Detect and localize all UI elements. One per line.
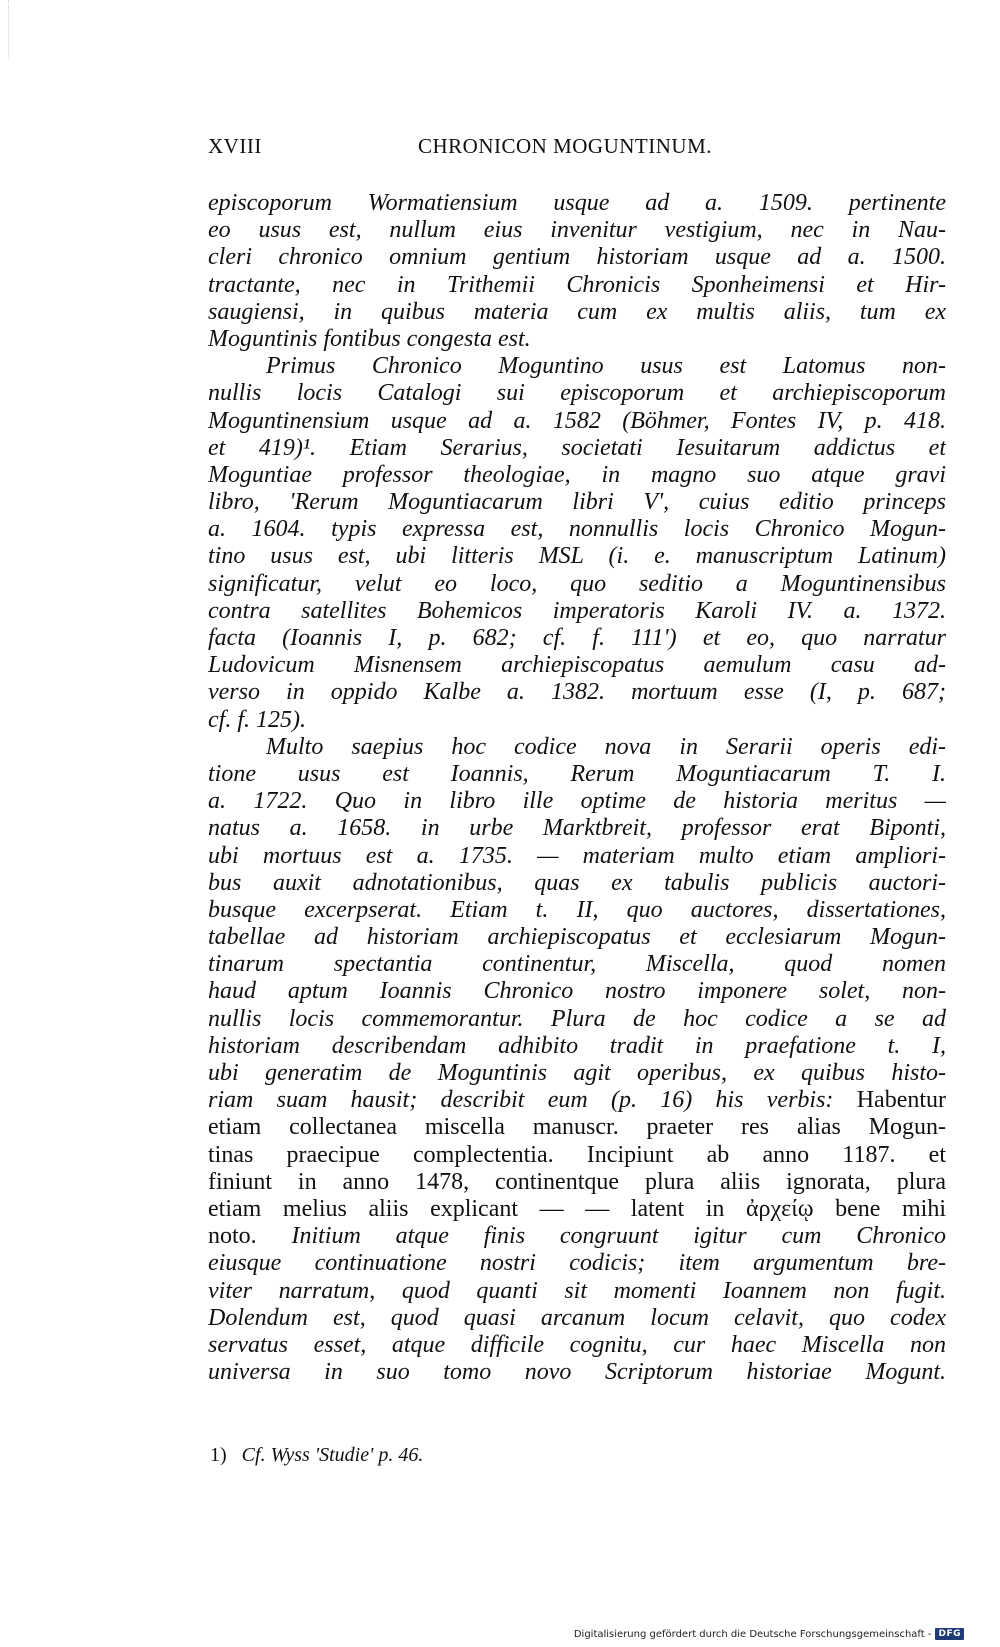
text-line: nullis locis commemorantur. Plura de hoc codice a se ad	[208, 1005, 946, 1032]
running-title: CHRONICON MOGUNTINUM.	[418, 134, 712, 158]
text-line: servatus esset, atque difficile cognitu, cur haec Miscella non	[208, 1331, 946, 1358]
text-line: tractante, nec in Trithemii Chronicis Sponheimensi et Hir-	[208, 271, 946, 298]
text-line: Dolendum est, quod quasi arcanum locum celavit, quo codex	[208, 1304, 946, 1331]
text-line: bus auxit adnotationibus, quas ex tabulis publicis auctori-	[208, 869, 946, 896]
text-line: eiusque continuatione nostri codicis; item argumentum bre-	[208, 1250, 946, 1277]
text-line: verso in oppido Kalbe a. 1382. mortuum esse (I, p. 687;	[208, 679, 946, 706]
text-span: Habentur	[856, 1087, 946, 1114]
digitization-credit	[574, 1628, 964, 1640]
text-line: facta (Ioannis I, p. 682; cf. f. 111') et eo, quo narratur	[208, 625, 946, 651]
text-line: nullis locis Catalogi sui episcoporum et archiepiscoporum	[208, 380, 946, 407]
dfg-logo: DFG	[935, 1628, 964, 1640]
margin-mark	[8, 0, 10, 60]
text-line: ubi mortuus est a. 1735. — materiam multo etiam ampliori-	[208, 842, 946, 869]
text-span: riam suam hausit; describit eum (p. 16) his verbis:	[208, 1087, 834, 1114]
text-line: tabellae ad historiam archiepiscopatus et ecclesiarum Mogun-	[208, 924, 946, 951]
text-line: haud aptum Ioannis Chronico nostro imponere solet, non-	[208, 978, 946, 1005]
text-line: tino usus est, ubi litteris MSL (i. e. manuscriptum Latinum)	[208, 543, 946, 570]
footnote	[210, 1444, 423, 1467]
text-line: busque excerpserat. Etiam t. II, quo auctores, dissertationes,	[208, 896, 946, 923]
text-line: saugiensi, in quibus materia cum ex multis aliis, tum ex	[208, 298, 946, 325]
text-line: cf. f. 125).	[208, 706, 306, 733]
text-line: universa in suo tomo novo Scriptorum historiae Mogunt.	[208, 1359, 946, 1386]
text-line: Moguntinis fontibus congesta est.	[208, 325, 531, 352]
text-line: etiam collectanea miscella manuscr. praeter res alias Mogun-	[208, 1114, 946, 1141]
footnote-marker: 1)	[210, 1444, 227, 1466]
page-number: XVIII	[208, 134, 262, 158]
text-line: tinas praecipue complectentia. Incipiunt ab anno 1187. et	[208, 1141, 946, 1168]
text-line: finiunt in anno 1478, continentque plura aliis ignorata, plura	[208, 1168, 946, 1195]
text-line: tinarum spectantia continentur, Miscella, quod nomen	[208, 951, 946, 978]
text-line: historiam describendam adhibito tradit in praefatione t. I,	[208, 1032, 946, 1059]
text-line: eo usus est, nullum eius invenitur vestigium, nec in Nau-	[208, 217, 946, 244]
text-line: contra satellites Bohemicos imperatoris Karoli IV. a. 1372.	[208, 597, 946, 624]
text-line: a. 1604. typis expressa est, nonnullis locis Chronico Mogun-	[208, 516, 946, 543]
text-line: episcoporum Wormatiensium usque ad a. 1509. pertinente	[208, 190, 946, 216]
text-span: noto.	[208, 1223, 257, 1250]
page-header	[208, 134, 946, 164]
text-line: tione usus est Ioannis, Rerum Moguntiacarum T. I.	[208, 760, 946, 787]
text-line	[208, 1223, 946, 1250]
credit-text: Digitalisierung gefördert durch die Deutsche Forschungsgemeinschaft -	[573, 1628, 932, 1640]
text-line: a. 1722. Quo in libro ille optime de historia meritus —	[208, 788, 946, 815]
text-span: Initium atque finis congruunt igitur cum Chronico	[291, 1223, 946, 1250]
body-text	[208, 190, 946, 1386]
text-line: Ludovicum Misnensem archiepiscopatus aemulum casu ad-	[208, 652, 946, 679]
text-line: natus a. 1658. in urbe Marktbreit, professor erat Biponti,	[208, 815, 946, 842]
text-line: Multo saepius hoc codice nova in Serarii operis edi-	[266, 733, 946, 760]
text-line: ubi generatim de Moguntinis agit operibus, ex quibus histo-	[208, 1060, 946, 1086]
text-line: libro, 'Rerum Moguntiacarum libri V', cuius editio princeps	[208, 489, 946, 516]
text-line: cleri chronico omnium gentium historiam usque ad a. 1500.	[208, 244, 946, 271]
text-line: Primus Chronico Moguntino usus est Latomus non-	[266, 353, 946, 380]
text-line: viter narratum, quod quanti sit momenti Ioannem non fugit.	[208, 1277, 946, 1304]
text-line	[208, 1087, 946, 1114]
text-line: significatur, velut eo loco, quo seditio a Moguntinensibus	[208, 570, 946, 597]
text-line: Moguntiae professor theologiae, in magno suo atque gravi	[208, 461, 946, 488]
text-line: Moguntinensium usque ad a. 1582 (Böhmer, Fontes IV, p. 418.	[208, 407, 946, 434]
text-line: etiam melius aliis explicant — — latent in ἀρχείῳ bene mihi	[208, 1195, 946, 1222]
footnote-text: Cf. Wyss 'Studie' p. 46.	[241, 1444, 424, 1466]
text-line: et 419)¹. Etiam Serarius, societati Iesuitarum addictus et	[208, 434, 946, 461]
